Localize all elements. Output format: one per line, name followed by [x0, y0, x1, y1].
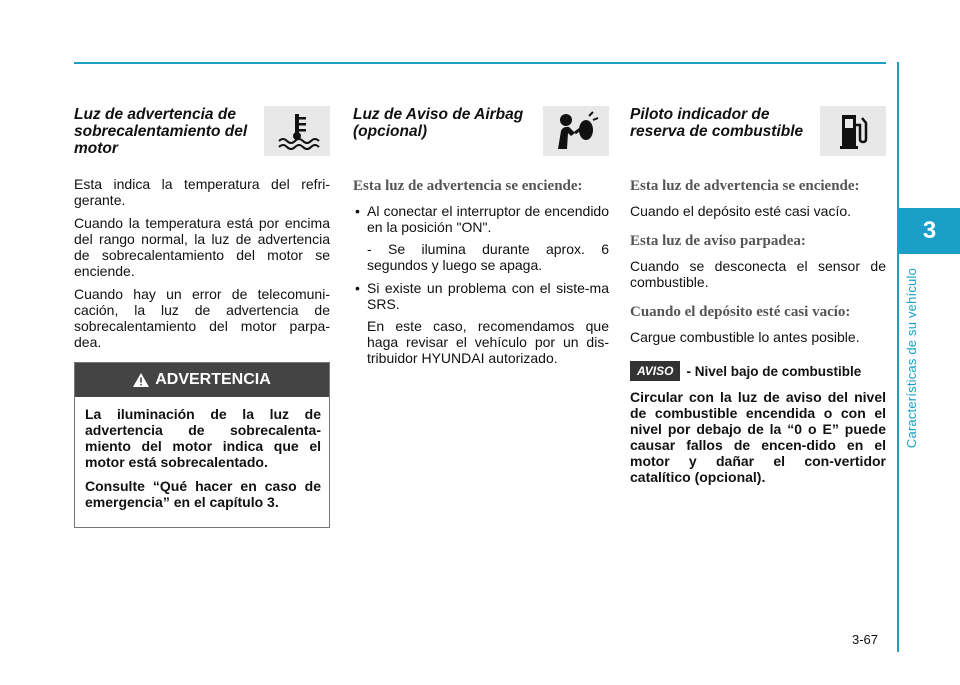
section-airbag	[353, 106, 609, 373]
bullet-list	[353, 280, 609, 312]
list-item: • Al conectar el interruptor de encendido en la posición "ON".	[353, 203, 609, 235]
side-rule	[897, 62, 899, 652]
warning-header	[75, 363, 329, 397]
notice-title: - Nivel bajo de combustible	[686, 363, 862, 379]
section-title: Piloto indicador de reserva de combustible	[630, 106, 804, 140]
notice-heading	[630, 359, 886, 383]
warning-label: ADVERTENCIA	[155, 371, 271, 388]
subheading: Esta luz de advertencia se enciende:	[353, 178, 583, 194]
notice-text: Circular con la luz de aviso del nivel de combustible encendida o con el nivel por debajo de la “0 o E” puede causar fallos de encen-dido en el motor y dañar el con-vertidor catalítico (opcional).	[630, 389, 886, 485]
paragraph: Esta indica la temperatura del refri-gerante.	[74, 176, 330, 208]
section-header	[353, 106, 609, 158]
sub-paragraph: En este caso, recomendamos que haga revisar el vehículo por un dis-tribuidor HYUNDAI autorizado.	[367, 318, 609, 366]
bullet-list	[353, 203, 609, 235]
chapter-tab: 3	[899, 208, 960, 254]
subheading: Cuando el depósito esté casi vacío:	[630, 304, 851, 320]
warning-text: La iluminación de la luz de advertencia de sobrecalenta-miento del motor indica que el motor está sobrecalentado.	[85, 406, 321, 470]
section-title: Luz de Aviso de Airbag (opcional)	[353, 106, 524, 140]
warning-body	[75, 397, 329, 510]
paragraph: Cuando la temperatura está por encima del rango normal, la luz de advertencia de sobrecalentamiento del motor se enciende.	[74, 215, 330, 279]
section-title: Luz de advertencia de sobrecalentamiento del motor	[74, 106, 248, 157]
section-header	[630, 106, 886, 158]
fuel-pump-icon	[820, 106, 886, 156]
top-rule	[74, 62, 886, 64]
section-fuel-reserve	[630, 106, 886, 492]
subheading: Esta luz de advertencia se enciende:	[630, 178, 860, 194]
notice-badge: AVISO	[630, 361, 680, 381]
subheading: Esta luz de aviso parpadea:	[630, 233, 806, 249]
list-item: • Si existe un problema con el siste-ma SRS.	[353, 280, 609, 312]
warning-text: Consulte “Qué hacer en caso de emergencia” en el capítulo 3.	[85, 478, 321, 510]
warning-triangle-icon	[133, 373, 149, 387]
airbag-icon	[543, 106, 609, 156]
section-engine-overheat	[74, 106, 330, 357]
section-header	[74, 106, 330, 158]
page-number: 3-67	[852, 632, 879, 647]
chapter-title: Características de su vehículo	[904, 268, 919, 449]
paragraph: Cuando el depósito esté casi vacío.	[630, 203, 852, 219]
paragraph: Cuando se desconecta el sensor de combustible.	[630, 258, 886, 290]
sub-paragraph: - Se ilumina durante aprox. 6 segundos y luego se apaga.	[367, 241, 609, 273]
paragraph: Cuando hay un error de telecomuni-cación, la luz de advertencia de sobrecalentamiento del motor parpa-dea.	[74, 286, 330, 350]
engine-temperature-icon	[264, 106, 330, 156]
warning-box	[74, 362, 330, 528]
paragraph: Cargue combustible lo antes posible.	[630, 329, 860, 345]
